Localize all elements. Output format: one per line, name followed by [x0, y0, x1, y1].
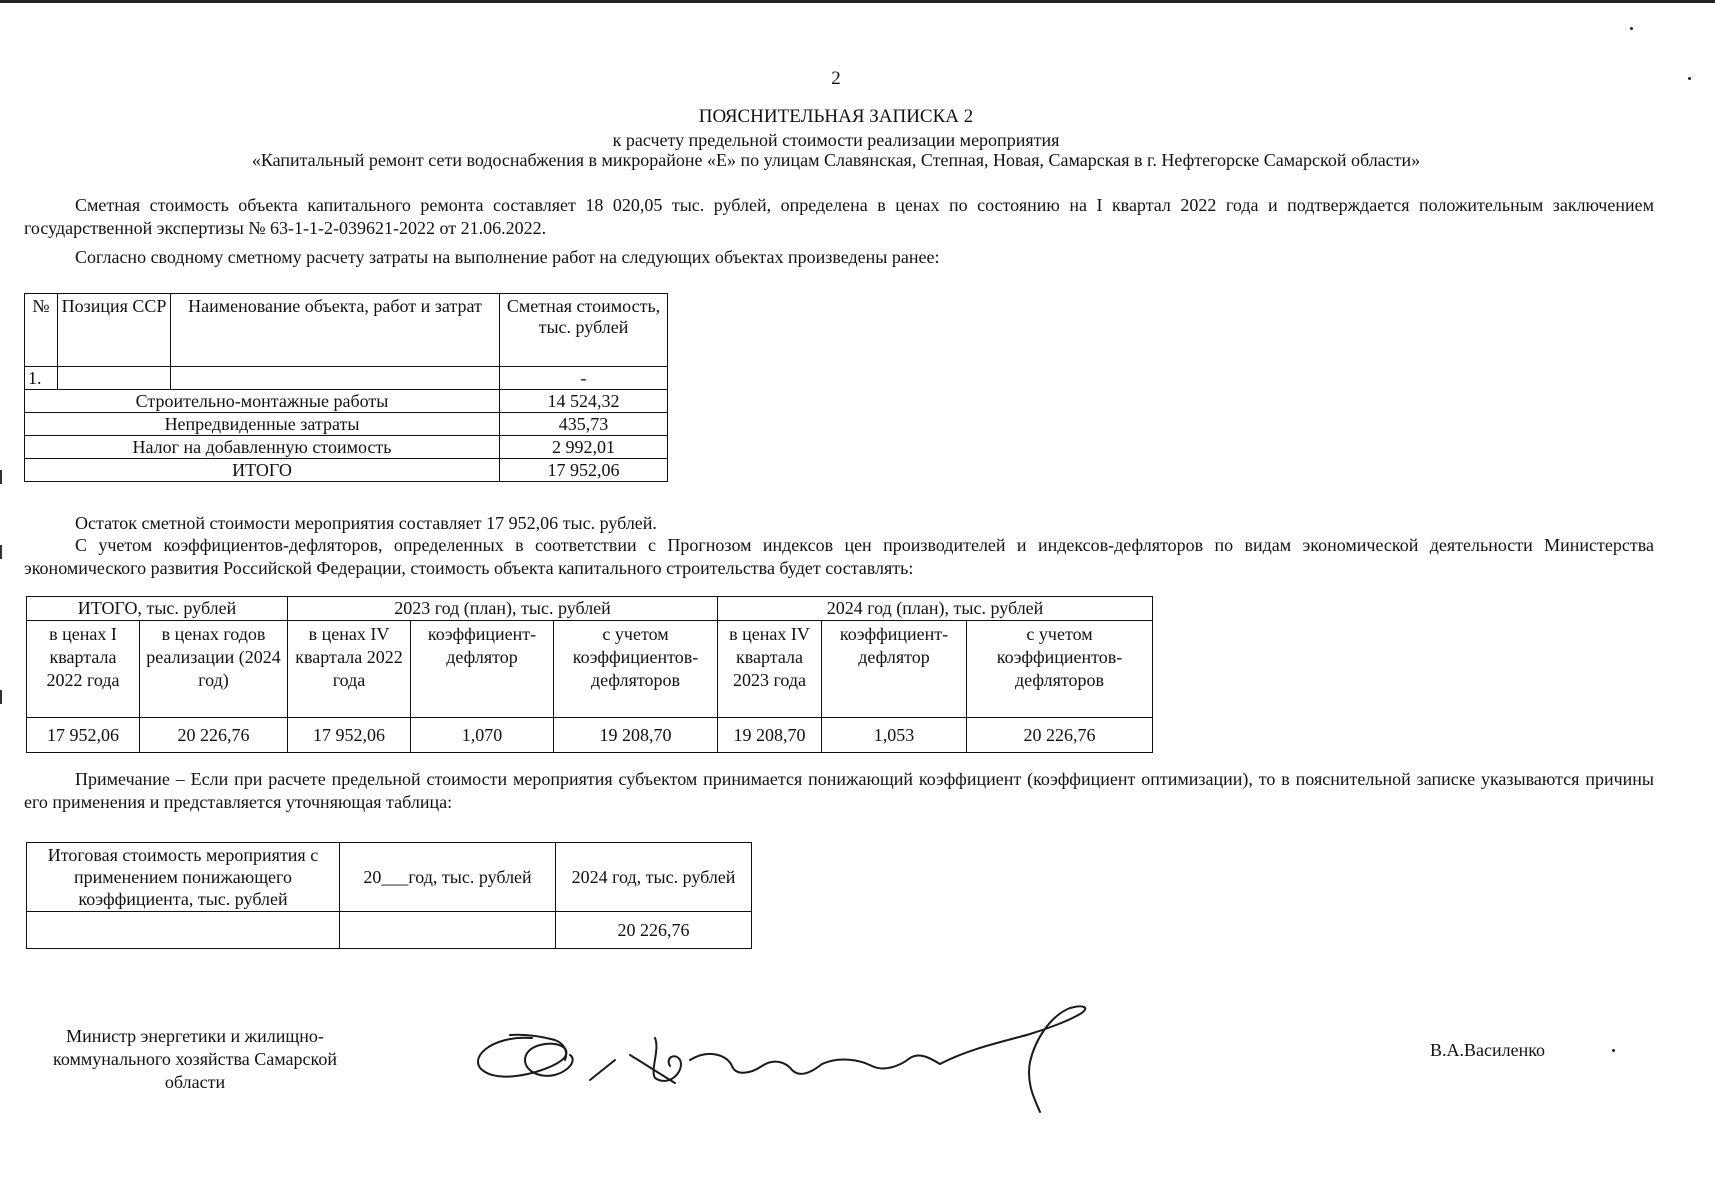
page-top-edge — [0, 0, 1715, 3]
table-cell: 20 226,76 — [556, 912, 752, 949]
table-cell: 17 952,06 — [500, 459, 668, 482]
table-cell — [171, 367, 500, 390]
table-cell — [340, 912, 556, 949]
table-header-row — [27, 621, 1153, 718]
table-cell: 1,070 — [411, 718, 554, 753]
column-header: 2024 год, тыс. рублей — [556, 843, 752, 912]
table-cell — [27, 912, 340, 949]
column-header: в ценах годов реализации (2024 год) — [140, 621, 288, 718]
column-header: Наименование объекта, работ и затрат — [171, 294, 500, 367]
group-header: ИТОГО, тыс. рублей — [27, 597, 288, 621]
group-header: 2024 год (план), тыс. рублей — [718, 597, 1153, 621]
scan-mark — [0, 690, 2, 704]
document-title: ПОЯСНИТЕЛЬНАЯ ЗАПИСКА 2 — [698, 106, 974, 127]
table-cell: - — [500, 367, 668, 390]
scan-dot — [1688, 77, 1691, 80]
table-cell: 14 524,32 — [500, 390, 668, 413]
table-cell: ИТОГО — [25, 459, 500, 482]
document-subtitle: к расчету предельной стоимости реализации мероприятия — [612, 130, 1060, 150]
table-row — [25, 413, 668, 436]
table-cell: 435,73 — [500, 413, 668, 436]
table-header-row — [25, 294, 668, 367]
signatory-title: Министр энергетики и жилищно-коммунального хозяйства Самарской области — [53, 1026, 337, 1092]
paragraph-previous-works: Согласно сводному сметному расчету затраты на выполнение работ на следующих объектах произведены ранее: — [75, 247, 940, 267]
table-group-header-row — [27, 597, 1153, 621]
table-row — [27, 912, 752, 949]
paragraph-estimate: Сметная стоимость объекта капитального ремонта составляет 18 020,05 тыс. рублей, определена в ценах по состоянию на I квартал 2022 года и подтверждается положительным заключением государственной экспертизы № 63-1-1-2-039621-2022 от 21.06.2022. — [24, 195, 1654, 238]
table-row — [25, 459, 668, 482]
table-cell — [58, 367, 171, 390]
column-header: коэффициент-дефлятор — [822, 621, 967, 718]
table-row — [25, 367, 668, 390]
table-row — [25, 390, 668, 413]
table-cell: 20 226,76 — [967, 718, 1153, 753]
previous-costs-table — [24, 293, 668, 482]
scan-dot — [1630, 27, 1633, 30]
scan-mark — [0, 470, 2, 484]
column-header: в ценах IV квартала 2023 года — [718, 621, 822, 718]
table-cell: 1,053 — [822, 718, 967, 753]
handwritten-signature — [470, 1000, 1190, 1130]
column-header: Позиция ССР — [58, 294, 171, 367]
column-header: Итоговая стоимость мероприятия с применением понижающего коэффициента, тыс. рублей — [27, 843, 340, 912]
table-row — [27, 718, 1153, 753]
column-header: 20___год, тыс. рублей — [340, 843, 556, 912]
deflator-cost-table — [26, 596, 1153, 753]
column-header: в ценах IV квартала 2022 года — [288, 621, 411, 718]
column-header: коэффициент-дефлятор — [411, 621, 554, 718]
column-header: № — [25, 294, 58, 367]
column-header: Сметная стоимость, тыс. рублей — [500, 294, 668, 367]
scan-dot — [1612, 1049, 1615, 1052]
project-name: «Капитальный ремонт сети водоснабжения в микрорайоне «Е» по улицам Славянская, Степная, Новая, Самарская в г. Нефтегорске Самарской области» — [251, 150, 1421, 170]
table-cell: 19 208,70 — [554, 718, 718, 753]
table-cell: 19 208,70 — [718, 718, 822, 753]
table-cell: 20 226,76 — [140, 718, 288, 753]
table-row — [25, 436, 668, 459]
column-header: с учетом коэффициентов-дефляторов — [967, 621, 1153, 718]
table-header-row — [27, 843, 752, 912]
reduced-cost-table — [26, 842, 752, 949]
table-cell: Налог на добавленную стоимость — [25, 436, 500, 459]
table-cell: Непредвиденные затраты — [25, 413, 500, 436]
table-cell: 1. — [25, 367, 58, 390]
page-number: 2 — [831, 68, 841, 89]
table-cell: Строительно-монтажные работы — [25, 390, 500, 413]
column-header: в ценах I квартала 2022 года — [27, 621, 140, 718]
paragraph-note: Примечание – Если при расчете предельной стоимости мероприятия субъектом принимается понижающий коэффициент (коэффициент оптимизации), то в пояснительной записке указываются причины его применения и представляется уточняющая таблица: — [24, 769, 1654, 812]
scan-mark — [0, 545, 2, 559]
table-cell: 17 952,06 — [288, 718, 411, 753]
paragraph-remaining: Остаток сметной стоимости мероприятия составляет 17 952,06 тыс. рублей. — [75, 513, 657, 533]
signatory-name: В.А.Василенко — [1430, 1040, 1546, 1060]
paragraph-deflators: С учетом коэффициентов-дефляторов, определенных в соответствии с Прогнозом индексов цен производителей и индексов-дефляторов по видам экономической деятельности Министерства экономического развития Российской Федерации, стоимость объекта капитального строительства будет составлять: — [24, 535, 1654, 578]
table-cell: 17 952,06 — [27, 718, 140, 753]
table-cell: 2 992,01 — [500, 436, 668, 459]
group-header: 2023 год (план), тыс. рублей — [288, 597, 718, 621]
column-header: с учетом коэффициентов-дефляторов — [554, 621, 718, 718]
